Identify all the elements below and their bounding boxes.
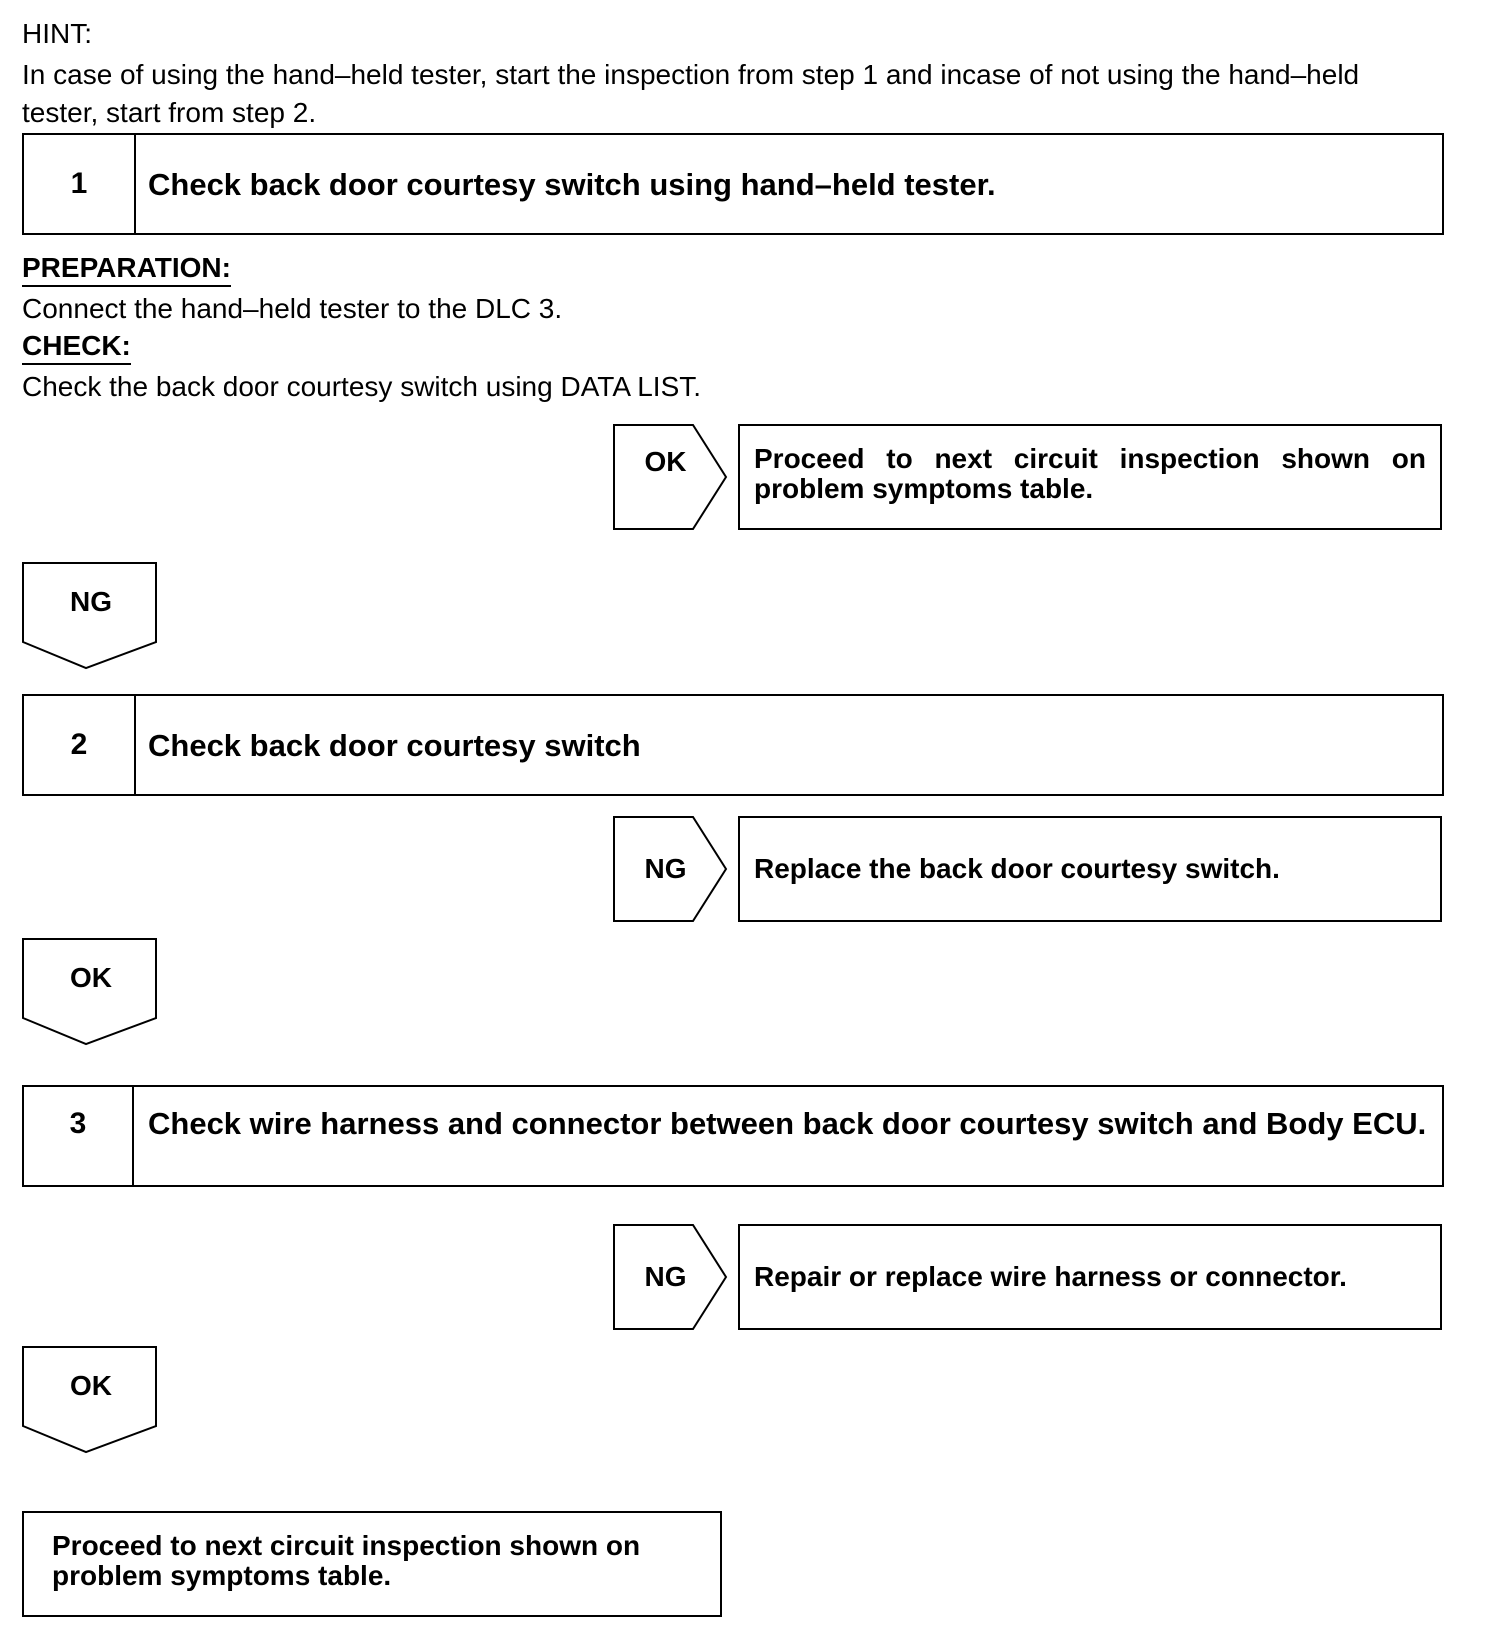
step-1-ng-label: NG	[70, 586, 112, 617]
step-1-box	[22, 133, 1444, 235]
step-2-ng-result: Replace the back door courtesy switch.	[738, 816, 1442, 922]
step-3-box	[22, 1085, 1444, 1187]
step-3-ng-arrow	[613, 1224, 733, 1332]
step-3-ok-arrow	[22, 1346, 160, 1456]
step-2-title: Check back door courtesy switch	[148, 727, 641, 763]
step-3-title: Check wire harness and connector between back door courtesy switch and Body ECU.	[148, 1106, 1427, 1141]
step-2-box	[22, 694, 1444, 796]
hint-text-line1: In case of using the hand–held tester, start the inspection from step 1 and incase of not using the hand–held	[22, 59, 1360, 90]
hint-label: HINT:	[22, 18, 92, 49]
step-2-number: 2	[24, 696, 136, 794]
preparation-text: Connect the hand–held tester to the DLC 3.	[22, 293, 563, 324]
step-3-ok-label: OK	[70, 1370, 112, 1401]
check-text: Check the back door courtesy switch using DATA LIST.	[22, 371, 702, 402]
hint-text-line2: tester, start from step 2.	[22, 97, 317, 128]
step-3-number: 3	[24, 1087, 134, 1185]
step-2-ok-label: OK	[70, 962, 112, 993]
step-1-title: Check back door courtesy switch using hand–held tester.	[148, 166, 996, 202]
step-1-number: 1	[24, 135, 136, 233]
step-3-ng-label: NG	[644, 1261, 687, 1292]
step-1-ok-result: Proceed to next circuit inspection shown on problem symptoms table.	[738, 424, 1442, 530]
step-1-ok-label: OK	[644, 446, 687, 477]
final-result: Proceed to next circuit inspection shown on problem symptoms table.	[22, 1511, 722, 1617]
check-label: CHECK:	[22, 330, 131, 365]
preparation-label: PREPARATION:	[22, 252, 231, 287]
step-1-ng-arrow	[22, 562, 160, 672]
step-2-ng-arrow	[613, 816, 733, 924]
step-1-ok-arrow	[613, 424, 733, 532]
step-2-ok-arrow	[22, 938, 160, 1048]
step-3-ng-result: Repair or replace wire harness or connector.	[738, 1224, 1442, 1330]
step-2-ng-label: NG	[644, 853, 687, 884]
